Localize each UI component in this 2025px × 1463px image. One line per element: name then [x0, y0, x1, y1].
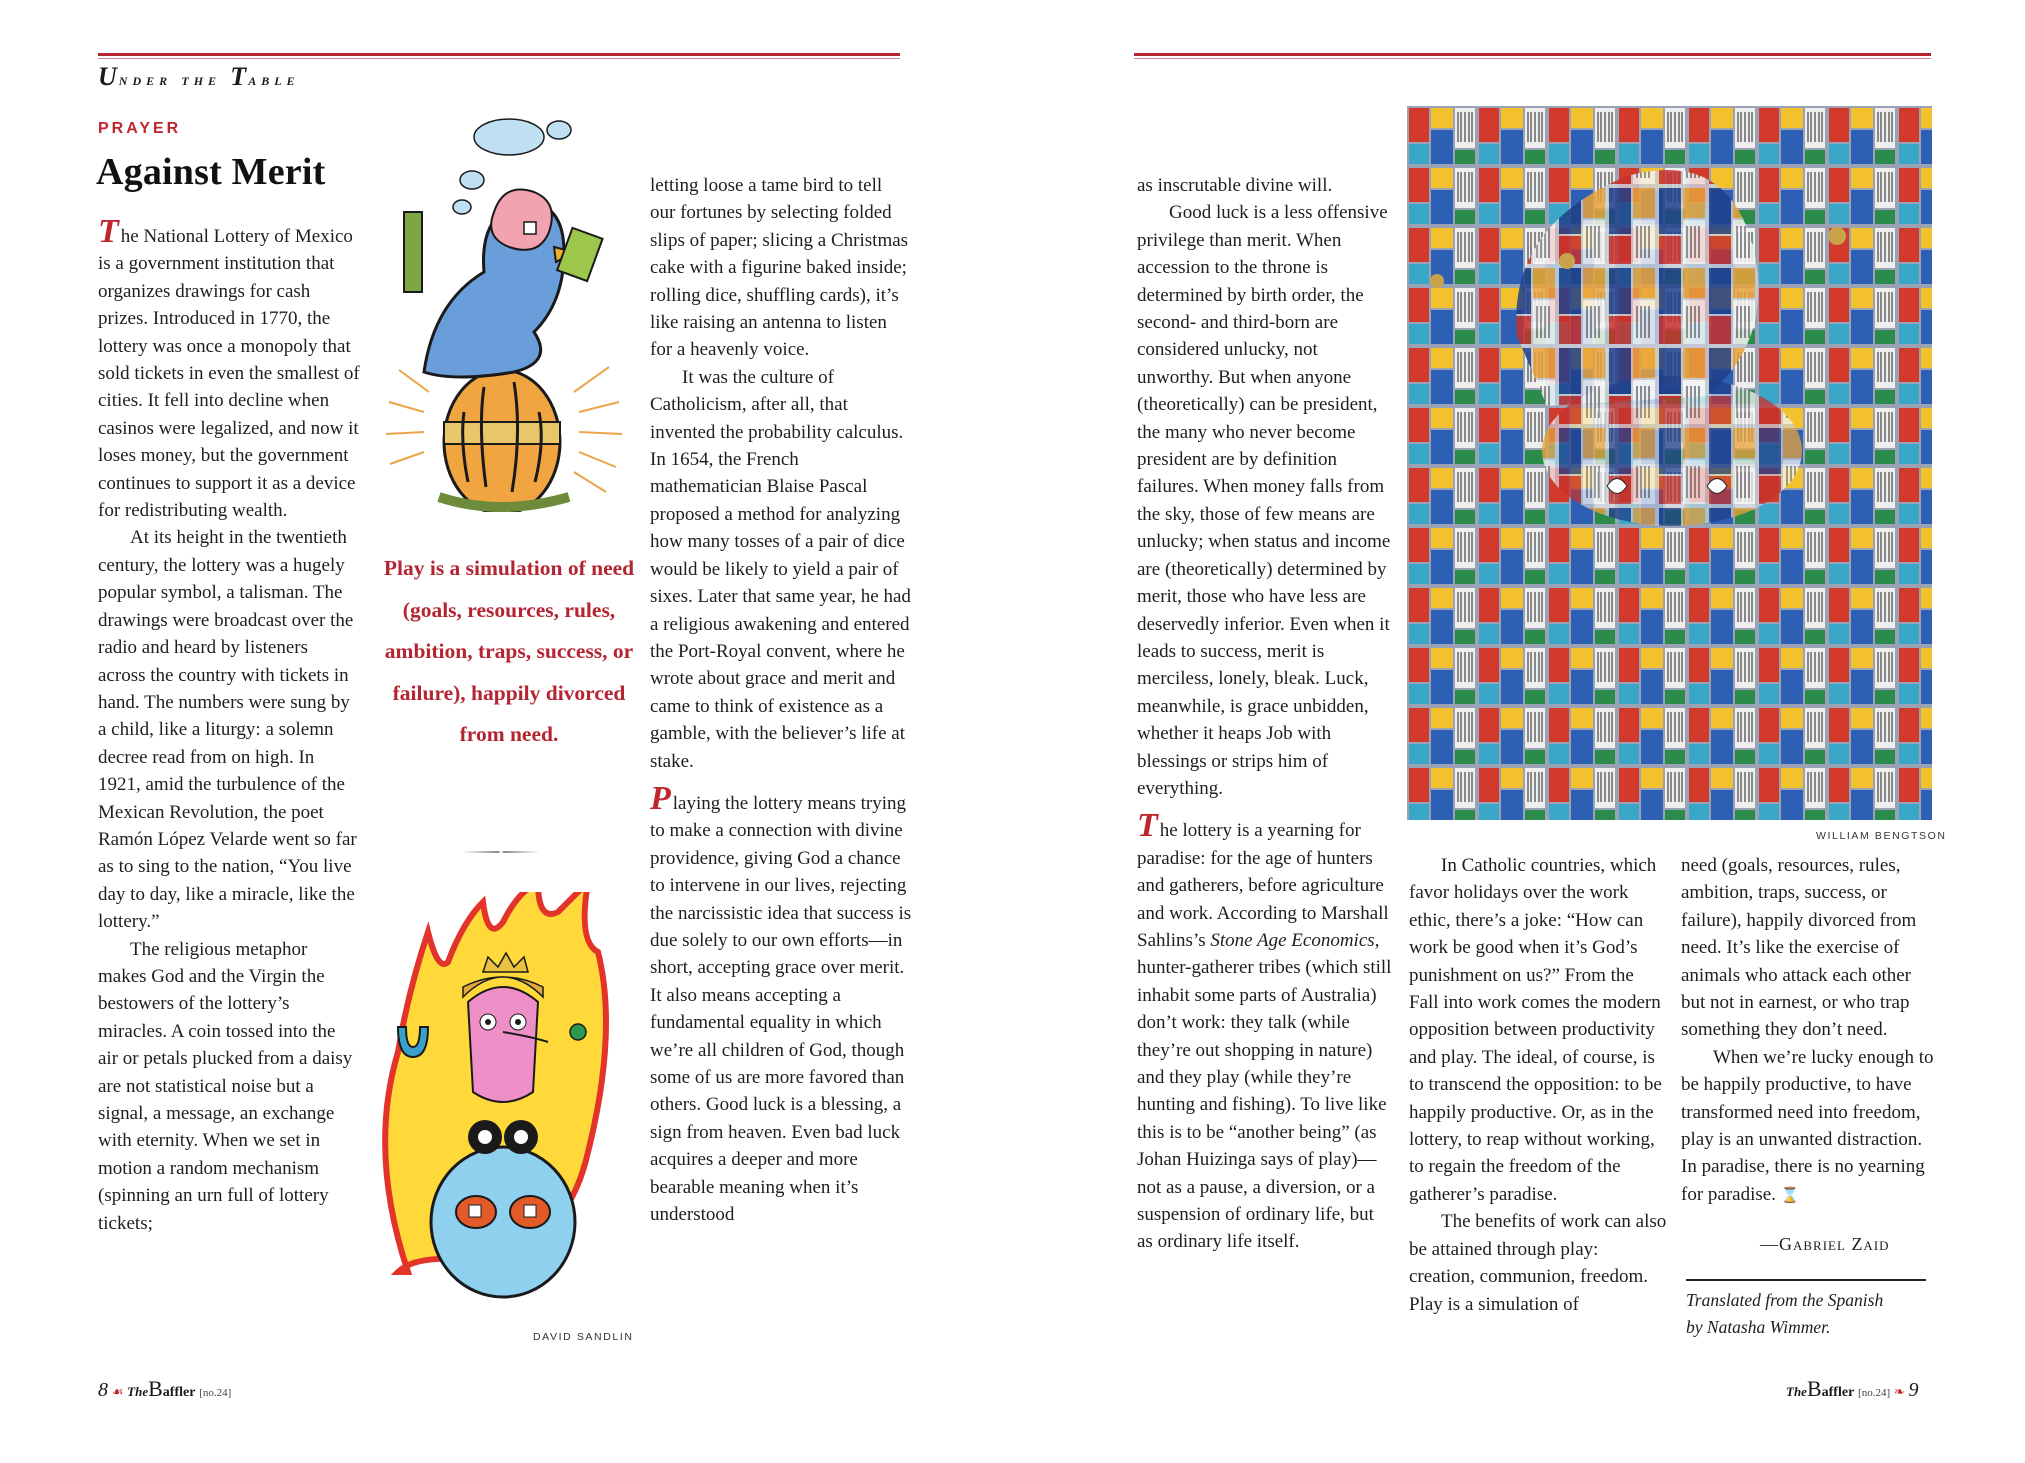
money-stack — [404, 212, 422, 292]
section-head — [98, 62, 300, 92]
paragraph: The benefits of work can also be attained through play: creation, communion, freedom. Play is a simulation of — [1409, 1211, 1667, 1315]
folio-right — [1786, 1376, 1919, 1402]
issue-number: [no.24] — [1858, 1387, 1891, 1399]
illustration-credit: DAVID SANDLIN — [533, 1331, 634, 1343]
flaming-devil-skull-illustration — [378, 892, 628, 1322]
translator-rule — [1686, 1279, 1926, 1281]
author-signature: —Gabriel Zaid — [1760, 1234, 1890, 1254]
column-4 — [1409, 852, 1667, 1318]
paragraph: as inscrutable divine will. — [1137, 175, 1333, 196]
clover — [570, 1024, 586, 1040]
masthead-rest: affler — [162, 1385, 196, 1400]
kicker: PRAYER — [98, 120, 182, 137]
paragraph: letting loose a tame bird to tell our fortunes by selecting folded slips of paper; slicing a Christmas cake with a figurine baked inside; rolling dice, shuffling cards), it’s like raising an antenna to listen for a heavenly voice. — [650, 175, 909, 361]
lottery-ticket-collage — [1407, 106, 1932, 820]
paragraph: Good luck is a less offensive privilege than merit. When accession to the throne is determined by birth order, the second- and third-born are considered unlucky, not unworthy. But when anyone (theoretically) can be president, the many who never become president are by definition failures. When money falls from the sky, those of few means are unlucky; when status and income are (theoretically) determined by merit, those who have less are deservedly inferior. Even when it leads to success, merit is merciless, lonely, bleak. Luck, meanwhile, is grace unbidden, whether it heaps Job with blessings or strips him of everything. — [1137, 202, 1391, 799]
section-cap-t: T — [230, 62, 249, 91]
drop-cap: T — [1137, 807, 1158, 845]
translator-line-1: Translated from the Spanish — [1686, 1290, 1884, 1310]
end-mark-icon: ⌛ — [1780, 1187, 1800, 1204]
issue-number: [no.24] — [199, 1387, 232, 1399]
paragraph: It was the culture of Catholicism, after all, that invented the probability calculus. In 1654, the French mathematician Blaise Pascal proposed a method for analyzing how many tosses of a pair of dice would be likely to yield a pair of sixes. Later that same year, he had a religious awakening and entered the Port-Royal convent, where he wrote about grace and merit and came to think of existence as a gamble, with the believer’s life at stake. — [650, 366, 911, 772]
paragraph — [650, 779, 912, 1229]
translator-line-2: by Natasha Wimmer. — [1686, 1317, 1831, 1337]
paragraph — [1681, 1044, 1937, 1210]
column-1 — [98, 213, 360, 1237]
section-head-part2: able — [248, 70, 300, 89]
masthead-the: The — [127, 1384, 149, 1399]
die — [524, 222, 536, 234]
paragraph: need (goals, resources, rules, ambition, traps, success, or failure), happily divorced from need. It’s like the exercise of animals who attack each other but not in earnest, or who trap something they don’t need. — [1681, 855, 1917, 1041]
paragraph-text: he lottery is a yearning for paradise: for the age of hunters and gatherers, before agriculture and work. According to Marshall Sahlins’s — [1137, 820, 1389, 951]
ornament-divider — [462, 850, 540, 854]
photo-credit: WILLIAM BENGTSON — [1816, 830, 1947, 842]
column-2 — [650, 172, 912, 1228]
paragraph-text: , hunter-gatherer tribes (which still inhabit some parts of Australia) don’t work: they talk (while they’re out shopping in nature) and they play (while they’re hunting and fishing). To live like this is to be “another being” (as Johan Huizinga says of play)—not as a pause, a diversion, or a suspension of ordinary life, but as ordinary life itself. — [1137, 929, 1392, 1253]
header-rule-right — [1134, 53, 1931, 59]
section-cap-u: U — [98, 62, 119, 91]
bird-on-egg-illustration — [384, 112, 624, 512]
thought-cloud — [474, 119, 544, 155]
paragraph — [1137, 807, 1393, 1256]
paragraph — [98, 213, 360, 524]
paragraph-text: laying the lottery means trying to make a connection with divine providence, giving God a chance to intervene in our lives, rejecting the narcissistic idea that success is due solely to our own efforts—in short, accepting grace over merit. It also means accepting a fundamental equality in which we’re all children of God, though some of us are more favored than others. Good luck is a blessing, a sign from heaven. Even bad luck acquires a deeper and more bearable meaning when it’s understood — [650, 792, 912, 1226]
collage-image — [1407, 106, 1932, 820]
book-title: Stone Age Economics — [1210, 929, 1375, 951]
masthead-rest: affler — [1821, 1385, 1855, 1400]
paragraph: At its height in the twentieth century, the lottery was a hugely popular symbol, a talisman. The drawings were broadcast over the radio and heard by listeners across the country with tickets in hand. The numbers were sung by a child, like a liturgy: a solemn decree read from on high. In 1921, amid the turbulence of the Mexican Revolution, the poet Ramón López Velarde went so far as to sing to the nation, “You live day to day, like a miracle, like the lottery.” — [98, 527, 357, 933]
devil-figure — [468, 987, 538, 1102]
paragraph-text: When we’re lucky enough to be happily productive, to have transformed need into freedom, play is an unwanted distraction. In paradise, there is no yearning for paradise. — [1681, 1046, 1934, 1205]
fleuron-icon: ☙ — [111, 1384, 124, 1399]
skull — [431, 1147, 575, 1297]
section-head-part1: nder the — [118, 70, 231, 89]
column-5 — [1681, 852, 1937, 1210]
masthead — [148, 1376, 196, 1401]
masthead — [1806, 1376, 1855, 1401]
translator-credit — [1686, 1287, 1883, 1341]
paragraph: The religious metaphor makes God and the Virgin the bestowers of the lottery’s miracles. A coin tossed into the air or petals plucked from a daisy are not statistical noise but a signal, a message, an exchange with eternity. When we set in motion a random mechanism (spinning an urn full of lottery tickets; — [98, 938, 353, 1234]
folio-left — [98, 1376, 231, 1402]
brain — [491, 190, 552, 250]
header-rule-left — [98, 53, 900, 59]
page-number: 8 — [98, 1379, 108, 1401]
drop-cap: P — [650, 779, 671, 817]
drop-cap: T — [98, 213, 119, 250]
paragraph-text: he National Lottery of Mexico is a government institution that organizes drawings for cash prizes. Introduced in 1770, the lottery was once a monopoly that sold tickets in even the smallest of cities. It fell into decline when casinos were legalized, and now it loses money, but the government continues to support it as a device for redistributing wealth. — [98, 226, 360, 522]
column-3 — [1137, 172, 1393, 1256]
article-title: Against Merit — [96, 151, 326, 193]
collage-shape-face — [1542, 376, 1802, 526]
masthead-b: B — [1806, 1376, 1822, 1401]
masthead-the: The — [1786, 1384, 1807, 1399]
pull-quote: Play is a simulation of need (goals, resources, rules, ambition, traps, success, or failure), happily divorced from need. — [383, 556, 635, 746]
paragraph: In Catholic countries, which favor holidays over the work ethic, there’s a joke: “How can work be good when it’s God’s punishment on us?” From the Fall into work comes the modern opposition between productivity and play. The ideal, of course, is to transcend the opposition: to be happily productive. Or, as in the lottery, to reap without working, to regain the freedom of the gatherer’s paradise. — [1409, 855, 1662, 1205]
page-number: 9 — [1908, 1379, 1919, 1401]
masthead-b: B — [148, 1376, 163, 1401]
fleuron-icon: ❧ — [1893, 1384, 1905, 1399]
